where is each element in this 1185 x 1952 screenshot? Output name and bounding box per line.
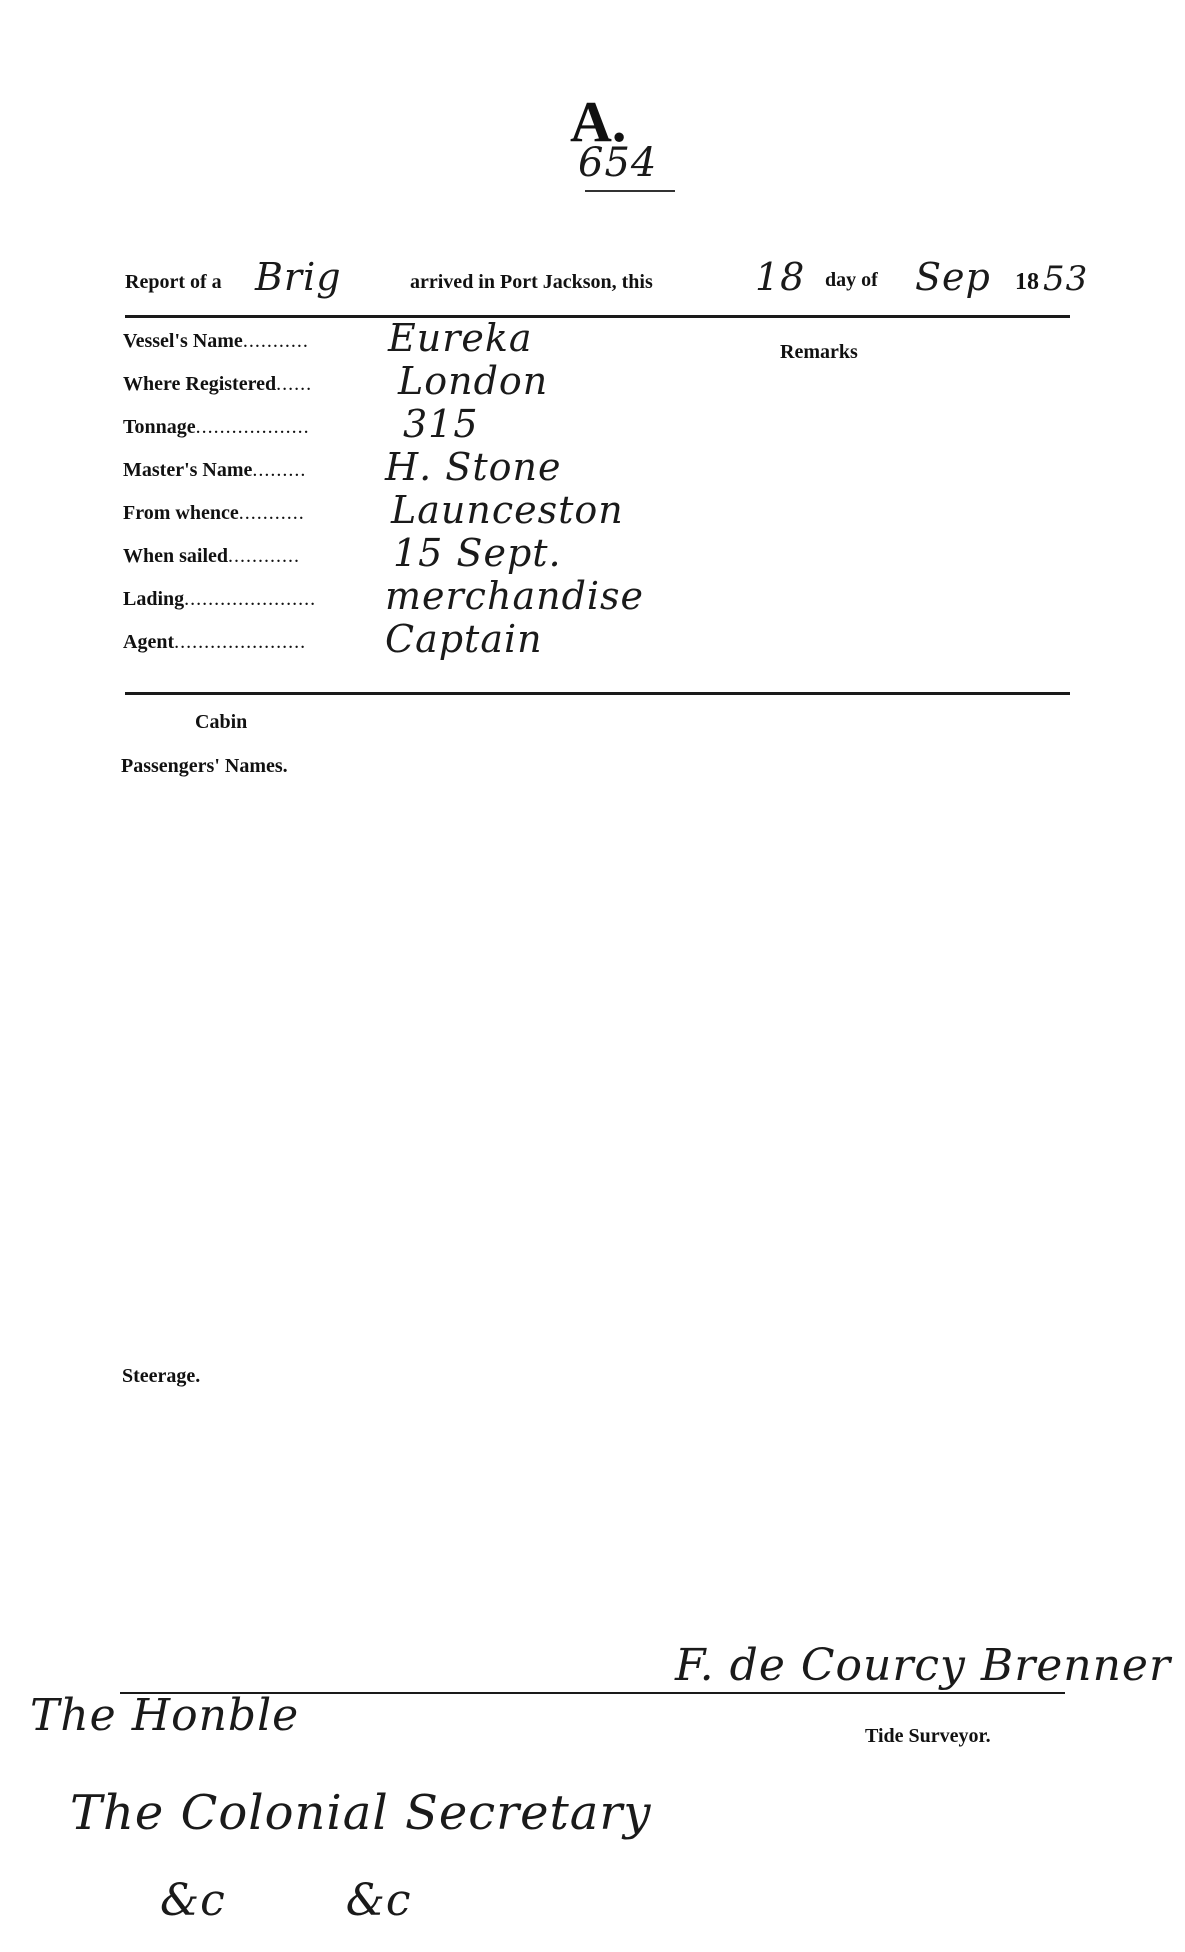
field-dots: ............ [228, 545, 301, 567]
field-value-when-sailed: 15 Sept. [393, 531, 562, 575]
field-row [123, 617, 763, 674]
tide-surveyor-label: Tide Surveyor. [865, 1725, 991, 1747]
field-label: Where Registered [123, 373, 277, 395]
document-letter: A. [570, 89, 627, 154]
field-dots: ......... [252, 459, 307, 481]
passengers-label: Passengers' Names. [121, 755, 288, 777]
field-dots: ........... [238, 502, 305, 524]
top-rule [125, 315, 1070, 318]
field-dots: ...... [276, 373, 313, 395]
year-printed: 18 [1015, 269, 1039, 295]
number-underline [585, 190, 675, 192]
report-prefix: Report of a [125, 271, 222, 293]
field-dots: ...................... [184, 588, 317, 610]
field-value-where-registered: London [398, 359, 549, 403]
report-line [125, 255, 1089, 315]
address-line-2: The Colonial Secretary [70, 1785, 652, 1841]
field-dots: ................... [195, 416, 310, 438]
report-middle: arrived in Port Jackson, this [410, 271, 653, 293]
field-label: Vessel's Name [123, 330, 243, 352]
field-dots: ...................... [174, 631, 307, 653]
address-line-1: The Honble [30, 1690, 300, 1741]
field-label: Tonnage [123, 416, 196, 438]
field-value-tonnage: 315 [403, 402, 479, 446]
fields-bottom-rule [125, 692, 1070, 695]
field-value-from-whence: Launceston [391, 488, 624, 532]
arrival-day-value: 18 [755, 255, 806, 299]
field-label: Agent [123, 631, 175, 653]
field-dots: ........... [242, 330, 309, 352]
year-written: 53 [1043, 259, 1089, 299]
steerage-label: Steerage. [122, 1365, 201, 1387]
cabin-label: Cabin [195, 711, 248, 733]
remarks-label: Remarks [780, 341, 858, 363]
field-label: Lading [123, 588, 185, 610]
field-value-masters-name: H. Stone [385, 445, 562, 489]
field-label: Master's Name [123, 459, 253, 481]
field-value-vessel-name: Eureka [388, 316, 533, 360]
address-line-3: &c &c [160, 1875, 412, 1926]
field-value-agent: Captain [385, 617, 543, 661]
field-label: When sailed [123, 545, 229, 567]
day-of-label: day of [825, 269, 878, 291]
vessel-type-value: Brig [255, 255, 342, 299]
document-number: 654 [578, 140, 658, 186]
field-label: From whence [123, 502, 239, 524]
arrival-month-value: Sep [915, 255, 991, 299]
field-value-lading: merchandise [385, 574, 645, 618]
tide-surveyor-signature: F. de Courcy Brenner [675, 1640, 1172, 1691]
